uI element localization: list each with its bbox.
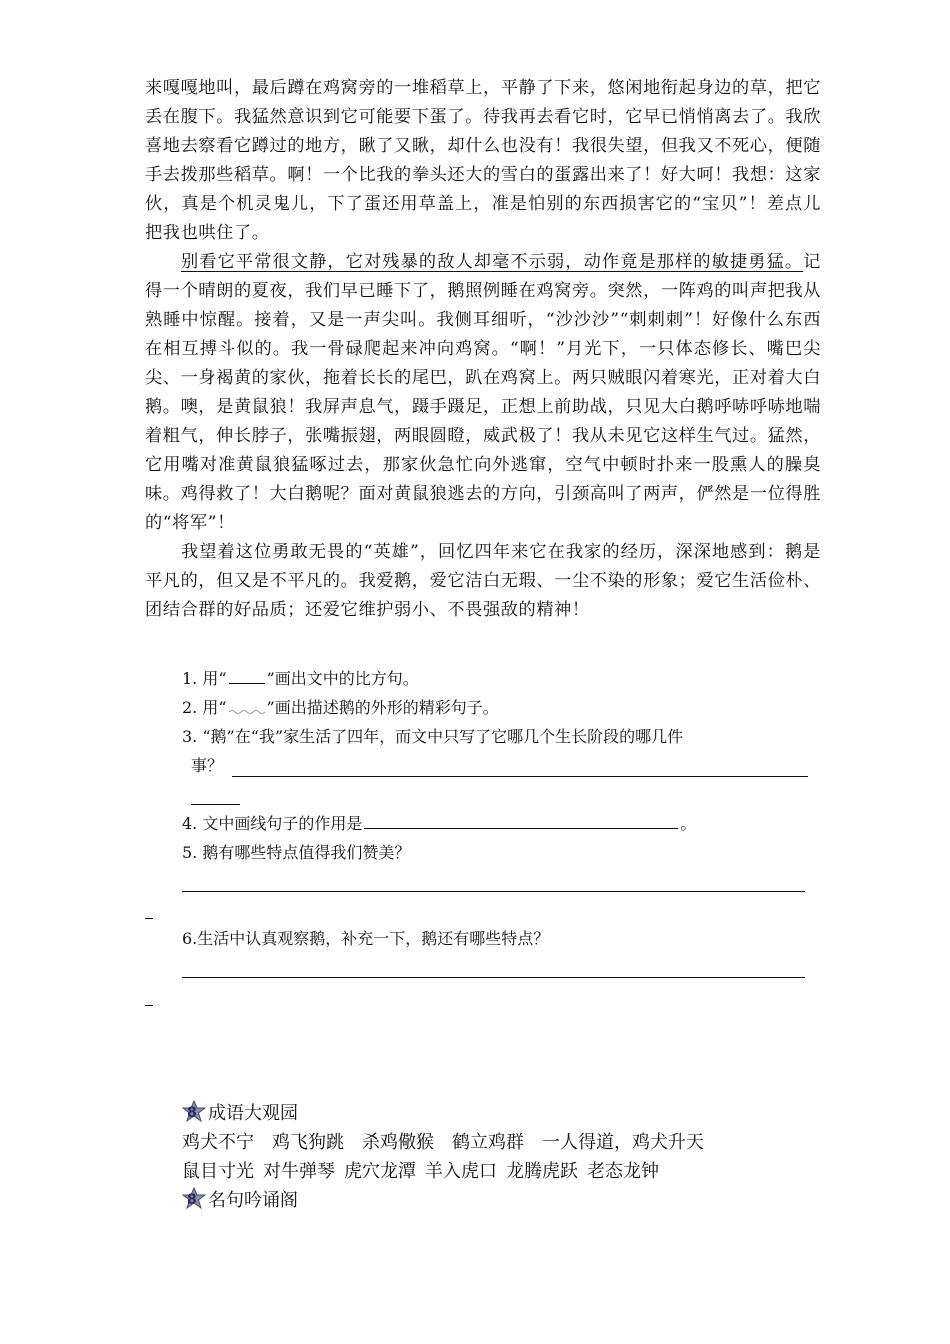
question-2-text-a: 2. 用“ bbox=[182, 698, 227, 717]
reading-passage bbox=[145, 74, 821, 625]
idiom: 老态龙钟 bbox=[587, 1161, 659, 1181]
svg-text:8: 8 bbox=[187, 1105, 197, 1121]
question-3-cont bbox=[191, 753, 223, 776]
idiom: 杀鸡儆猴 bbox=[362, 1132, 434, 1152]
idioms-title-text: 成语大观园 bbox=[208, 1103, 298, 1123]
question-4-text-a: 4. 文中画线句子的作用是 bbox=[182, 814, 363, 833]
answer-line-6[interactable] bbox=[182, 977, 805, 978]
question-2 bbox=[182, 695, 499, 718]
paragraph-3: 我望着这位勇敢无畏的“英雄”，回忆四年来它在我家的经历，深深地感到：鹅是平凡的，但又是不平凡的。我爱鹅，爱它洁白无瑕、一尘不染的形象；爱它生活俭朴、团结合群的好品质；还爱它维护弱小、不畏强敌的精神！ bbox=[145, 542, 821, 620]
svg-text:8: 8 bbox=[187, 1192, 197, 1208]
question-6 bbox=[182, 926, 549, 949]
quotes-title-text: 名句吟诵阁 bbox=[208, 1190, 298, 1210]
paragraph-2-text: 记得一个晴朗的夏夜，我们早已睡下了，鹅照例睡在鸡窝旁。突然，一阵鸡的叫声把我从熟睡中惊醒。接着，又是一声尖叫。我侧耳细听，“沙沙沙”“刺刺刺”！好像什么东西在相互搏斗似的。我一骨碌爬起来冲向鸡窝。“啊！”月光下，一只体态修长、嘴巴尖尖、一身褐黄的家伙，拖着长长的尾巴，趴在鸡窝上。两只贼眼闪着寒光，正对着大白鹅。噢，是黄鼠狼！我屏声息气，蹑手蹑足，正想上前助战，只见大白鹅呼哧呼哧地喘着粗气，伸长脖子，张嘴振翅，两眼圆瞪，威武极了！我从未见它这样生气过。猛然，它用嘴对准黄鼠狼猛啄过去，那家伙急忙向外逃窜，空气中顿时扑来一股熏人的臊臭味。鸡得救了！大白鹅呢？面对黄鼠狼逃去的方向，引颈高叫了两声，俨然是一位得胜的“将军”！ bbox=[145, 252, 821, 533]
answer-line-3[interactable] bbox=[232, 776, 808, 777]
question-5-text: 5. 鹅有哪些特点值得我们赞美？ bbox=[182, 843, 411, 862]
wavy-line-sample bbox=[227, 695, 267, 713]
idiom: 虎穴龙潭 bbox=[344, 1161, 416, 1181]
answer-line-6-tail[interactable] bbox=[145, 1005, 153, 1006]
idioms-row-2 bbox=[182, 1157, 659, 1186]
idiom: 鸡犬不宁 bbox=[182, 1132, 254, 1152]
idiom: 鸡飞狗跳 bbox=[272, 1132, 344, 1152]
answer-line-5[interactable] bbox=[182, 891, 805, 892]
idioms-row-1 bbox=[182, 1128, 704, 1157]
idioms-section-title bbox=[182, 1099, 298, 1128]
question-2-text-b: ”画出描述鹅的外形的精彩句子。 bbox=[266, 698, 499, 717]
answer-line-3b[interactable] bbox=[191, 804, 240, 805]
question-3 bbox=[182, 724, 683, 747]
question-4 bbox=[182, 811, 696, 834]
question-1 bbox=[182, 666, 419, 689]
question-3-line-2: 事？ bbox=[191, 756, 224, 775]
question-1-text-b: ”画出文中的比方句。 bbox=[266, 669, 419, 688]
idiom: 鹤立鸡群 bbox=[452, 1132, 524, 1152]
idiom: 羊入虎口 bbox=[425, 1161, 497, 1181]
question-5 bbox=[182, 840, 410, 863]
idiom: 鼠目寸光 bbox=[182, 1161, 254, 1181]
idiom: 一人得道，鸡犬升天 bbox=[542, 1132, 704, 1152]
underlined-sentence: 别看它平常很文静，它对残暴的敌人却毫不示弱，动作竟是那样的敏捷勇猛。 bbox=[181, 252, 804, 272]
question-6-text: 6.生活中认真观察鹅，补充一下，鹅还有哪些特点？ bbox=[182, 929, 550, 948]
star-icon bbox=[182, 1100, 206, 1122]
question-3-line-1: 3. “鹅”在“我”家生活了四年，而文中只写了它哪几个生长阶段的哪几件 bbox=[182, 727, 684, 746]
question-4-text-b: 。 bbox=[680, 814, 697, 833]
paragraph-2 bbox=[145, 248, 821, 538]
idiom: 对牛弹琴 bbox=[263, 1161, 335, 1181]
answer-line-5-tail[interactable] bbox=[145, 918, 153, 919]
underline-sample bbox=[229, 666, 265, 684]
question-1-text-a: 1. 用“ bbox=[182, 669, 227, 688]
answer-line-4[interactable] bbox=[364, 811, 678, 829]
star-icon bbox=[182, 1187, 206, 1209]
idiom: 龙腾虎跃 bbox=[506, 1161, 578, 1181]
quotes-section-title bbox=[182, 1186, 298, 1215]
paragraph-1: 来嘎嘎地叫，最后蹲在鸡窝旁的一堆稻草上，平静了下来，悠闲地衔起身边的草，把它丢在腹下。我猛然意识到它可能要下蛋了。待我再去看它时，它早已悄悄离去了。我欣喜地去察看它蹲过的地方，瞅了又瞅，却什么也没有！我很失望，但我又不死心，便随手去拨那些稻草。啊！一个比我的拳头还大的雪白的蛋露出来了！好大呵！我想：这家伙，真是个机灵鬼儿，下了蛋还用草盖上，准是怕别的东西损害它的“宝贝”！差点儿把我也哄住了。 bbox=[145, 78, 821, 243]
